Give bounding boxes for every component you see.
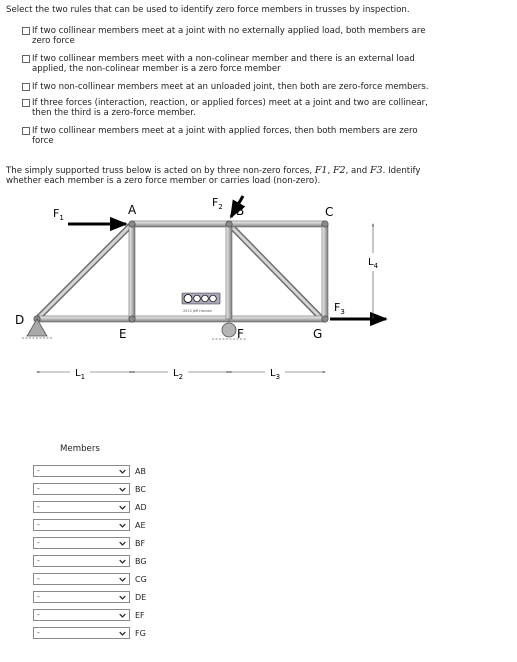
dim-label-L4: $L_4$ bbox=[368, 257, 379, 270]
node-label-E: E bbox=[119, 327, 127, 341]
members-heading: Members bbox=[60, 444, 100, 454]
member-select-AE[interactable]: - bbox=[33, 519, 130, 531]
chevron-down-icon bbox=[119, 594, 126, 601]
question-prompt: Select the two rules that can be used to identify zero force members in trusses by inspection. bbox=[6, 5, 410, 15]
member-row-AE bbox=[33, 519, 146, 531]
chevron-down-icon bbox=[119, 468, 126, 475]
rule-option-3[interactable] bbox=[22, 82, 437, 92]
creative-commons-badge-icon bbox=[182, 293, 220, 304]
joint-B bbox=[226, 221, 232, 227]
node-label-C: C bbox=[325, 205, 334, 219]
member-name: CG bbox=[135, 574, 147, 584]
member-select-BF[interactable]: - bbox=[33, 537, 130, 549]
member-row-AB bbox=[33, 465, 146, 477]
member-row-BF bbox=[33, 537, 145, 549]
dim-label-L1: $L_1$ bbox=[75, 368, 86, 381]
member-name: AB bbox=[135, 466, 146, 476]
checkbox[interactable] bbox=[22, 55, 30, 63]
node-label-A: A bbox=[128, 203, 137, 217]
member-EF bbox=[132, 316, 229, 322]
member-row-BG bbox=[33, 555, 147, 567]
member-name: BC bbox=[135, 484, 146, 494]
rule-option-label: If two collinear members meet at a joint with applied forces, then both members are zero force bbox=[32, 126, 418, 146]
rule-option-5[interactable] bbox=[22, 126, 437, 146]
member-name: EF bbox=[135, 610, 145, 620]
rule-option-label: If three forces (interaction, reaction, or applied forces) meet at a joint and two are collinear, then the third is a zero-force member. bbox=[32, 98, 428, 118]
member-name: BG bbox=[135, 556, 147, 566]
member-AE bbox=[129, 224, 135, 319]
joint-A bbox=[129, 221, 135, 227]
dim-label-L2: $L_2$ bbox=[173, 368, 184, 381]
checkbox[interactable] bbox=[22, 99, 30, 107]
member-DE bbox=[37, 316, 132, 322]
member-row-BC bbox=[33, 483, 146, 495]
joint-G bbox=[322, 316, 328, 322]
license-text: 2013 Jeff Hanson bbox=[183, 309, 212, 313]
member-name: AD bbox=[135, 502, 147, 512]
rule-option-label: If two collinear members meet with a non-colinear member and there is an external load applied, the non-colinear member is a zero force member bbox=[32, 54, 415, 74]
rule-option-label: If two collinear members meet at a joint with no externally applied load, both members are zero force bbox=[32, 26, 426, 46]
rule-option-4[interactable] bbox=[22, 98, 437, 118]
node-label-B: B bbox=[236, 204, 245, 218]
truss-diagram bbox=[0, 195, 517, 385]
member-BC bbox=[229, 221, 326, 227]
member-name: BF bbox=[135, 538, 146, 548]
member-row-CG bbox=[33, 573, 147, 585]
rule-option-label: If two non-collinear members meet at an unloaded joint, then both are zero-force members. bbox=[32, 82, 429, 92]
member-BF bbox=[226, 224, 232, 319]
checkbox[interactable] bbox=[22, 83, 30, 91]
chevron-down-icon bbox=[119, 486, 126, 493]
member-select-DE[interactable]: - bbox=[33, 591, 130, 603]
rule-option-2[interactable] bbox=[22, 54, 437, 74]
chevron-down-icon bbox=[119, 576, 126, 583]
member-name: FG bbox=[135, 628, 146, 638]
member-row-DE bbox=[33, 591, 146, 603]
member-select-AB[interactable]: - bbox=[33, 465, 130, 477]
chevron-down-icon bbox=[119, 612, 126, 619]
chevron-down-icon bbox=[119, 540, 126, 547]
force-label-F3: $F_3$ bbox=[334, 301, 345, 316]
member-select-CG[interactable]: - bbox=[33, 573, 130, 585]
member-select-BG[interactable]: - bbox=[33, 555, 130, 567]
node-label-D: D bbox=[15, 313, 25, 327]
member-select-BC[interactable]: - bbox=[33, 483, 130, 495]
member-AB bbox=[132, 221, 229, 227]
chevron-down-icon bbox=[119, 504, 126, 511]
member-AD bbox=[37, 224, 132, 319]
force-label-F2: $F_2$ bbox=[212, 196, 223, 211]
node-label-G: G bbox=[313, 327, 323, 341]
member-name: AE bbox=[135, 520, 146, 530]
joint-C bbox=[322, 221, 328, 227]
member-row-AD bbox=[33, 501, 147, 513]
member-BG bbox=[229, 224, 322, 319]
checkbox[interactable] bbox=[22, 27, 30, 35]
dim-label-L3: $L_3$ bbox=[270, 368, 281, 381]
member-CG bbox=[322, 224, 328, 319]
chevron-down-icon bbox=[119, 630, 126, 637]
member-select-FG[interactable]: - bbox=[33, 627, 130, 639]
chevron-down-icon bbox=[119, 558, 126, 565]
problem-statement: The simply supported truss below is acted on by three non-zero forces, F1, F2, and F3. Identify whether each member is a zero force member or carries load (non-zero). bbox=[6, 165, 421, 186]
member-FG bbox=[229, 316, 326, 322]
chevron-down-icon bbox=[119, 522, 126, 529]
member-name: DE bbox=[135, 592, 147, 602]
force-label-F1: $F_1$ bbox=[53, 207, 64, 222]
joint-E bbox=[129, 316, 135, 322]
member-select-AD[interactable]: - bbox=[33, 501, 130, 513]
member-select-EF[interactable]: - bbox=[33, 609, 130, 621]
node-label-F: F bbox=[237, 327, 244, 341]
member-row-EF bbox=[33, 609, 145, 621]
checkbox[interactable] bbox=[22, 127, 30, 135]
rule-option-1[interactable] bbox=[22, 26, 437, 46]
member-row-FG bbox=[33, 627, 146, 639]
